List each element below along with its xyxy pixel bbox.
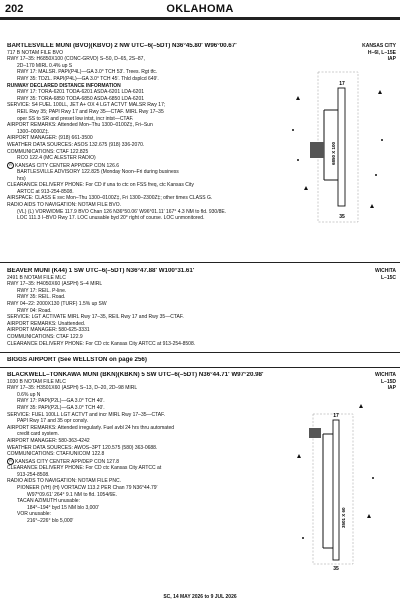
airport-entry-beaver xyxy=(7,268,277,347)
sectional-line: IAP xyxy=(387,385,396,391)
entry-line: AIRPORT MANAGER: (918) 661-3500 xyxy=(7,135,93,142)
entry-line: SERVICE: FUEL 100LL LGT ACTVT and incr MIRL Rwy 17–35—CTAF. xyxy=(7,411,166,418)
entry-line: 1300–0000Z‡. xyxy=(17,128,50,135)
entry-line: SERVICE: S4 FUEL 100LL, JET A+ OX 4 LGT ACTVT MALSR Rwy 17; xyxy=(7,102,166,109)
entry-line: PIONEER (VH) (H) VORTACW 113.2 PER Chan 79 N36°44.79′ xyxy=(17,484,158,491)
entry-line: 184°–194° byd 15 NM blo 3,000′ xyxy=(27,504,99,511)
airport-name: BIGGS AIRPORT (See WELLSTON on page 256) xyxy=(7,357,147,363)
runway-17-35 xyxy=(333,420,339,560)
entry-line: REIL Rwy 35; PAPI Rwy 17 and Rwy 35—CTAF. MIRL Rwy 17–35 xyxy=(17,108,164,115)
entry-line: WEATHER DATA SOURCES: AWOS–3PT 120.575 (580) 363-0688. xyxy=(7,444,158,451)
divider xyxy=(0,367,400,368)
sectional-info-blackwell xyxy=(336,372,396,392)
entry-line: RWY 17–35: H6850X100 (CONC-GRVD) S–50, D–65, 2S–87, xyxy=(7,56,145,63)
entry-line: 0.6% up N xyxy=(17,391,41,398)
entry-line: RWY 35: REIL. Road. xyxy=(17,294,66,301)
divider xyxy=(0,262,400,263)
entry-line: COMMUNICATIONS: CTAF 122.9 xyxy=(7,333,83,340)
page-number: 202 xyxy=(5,3,24,15)
entry-line: BARTLESVILLE ADVISORY 122.825 (Monday Noon–Fri during business xyxy=(17,169,179,176)
entry-line: AIRPORT MANAGER: 580-363-4242 xyxy=(7,437,90,444)
entry-line: KANSAS CITY CENTER APP/DEP CON 126.6 xyxy=(15,162,120,169)
entry-line: 913-254-8508. xyxy=(17,471,50,478)
sectional-line: H–6I, L–15E xyxy=(367,49,396,56)
entry-line: RWY 35: TORA-6850 TODA-6850 ASDA-6850 LDA-6201 xyxy=(17,95,145,102)
runway-end-label-17: 17 xyxy=(339,81,345,87)
sectional-line: IAP xyxy=(387,56,396,62)
entry-line: RUNWAY DECLARED DISTANCE INFORMATION xyxy=(7,82,121,89)
entry-line: SERVICE: LGT ACTIVATE MIRL Rwy 17–35, REIL Rwy 17 and Rwy 35—CTAF. xyxy=(7,314,184,321)
radar-circle-icon: R xyxy=(7,458,14,465)
entry-line: 216°–226° blo 5,000′ xyxy=(27,517,74,524)
entry-line: RADIO AIDS TO NAVIGATION: NOTAM FILE PNC. xyxy=(7,478,121,485)
entry-line: KANSAS CITY CENTER APP/DEP CON 127.8 xyxy=(15,458,120,465)
entry-line: AIRPORT REMARKS: Unattended. xyxy=(7,320,86,327)
entry-line: VOR unusable: xyxy=(17,511,51,518)
runway-17-35 xyxy=(338,88,345,206)
entry-line: COMMUNICATIONS: CTAF 122.825 xyxy=(7,148,89,155)
entry-line: CLEARANCE DELIVERY PHONE: For CD ctc Kansas City ARTCC at 913-254-8508. xyxy=(7,340,196,347)
sectional-line: L–15C xyxy=(380,274,396,281)
entry-line: WEATHER DATA SOURCES: ASOS 132.675 (918) 336-2070. xyxy=(7,141,145,148)
entry-line: RADIO AIDS TO NAVIGATION: NOTAM FILE BVO. xyxy=(7,202,122,209)
sectional-line: WICHITA xyxy=(374,372,396,378)
entry-line: AIRPORT REMARKS: Attended Mon–Thu 1300–0100Z‡, Fri–Sun xyxy=(7,122,153,129)
runway-end-label-35: 35 xyxy=(333,566,339,572)
divider xyxy=(0,352,400,353)
entry-line: COMMUNICATIONS: CTAF/UNICOM 122.8 xyxy=(7,451,105,458)
entry-line: W97°09.61′ 264° 9.1 NM to fld. 1054/6E. xyxy=(27,491,117,498)
sectional-line: L–15D xyxy=(380,378,396,385)
entry-line: RWY 17–35: H3501X60 (ASPH) S–13, D–20, 2D–98 MIRL xyxy=(7,385,138,392)
sectional-line: KANSAS CITY xyxy=(362,43,396,49)
entry-line: 1030 B NOTAM FILE MLC xyxy=(7,378,66,385)
entry-line: CLEARANCE DELIVERY PHONE: For CD ctc Kansas City ARTCC at xyxy=(7,465,162,472)
airport-entry-biggs xyxy=(7,357,277,364)
entry-line: RWY 04–22: 2000X130 (TURF) 1.5% up SW xyxy=(7,300,107,307)
airport-entry-blackwell-tonkawa xyxy=(7,372,277,524)
runway-end-label-17: 17 xyxy=(333,413,339,419)
entry-line: 2491 B NOTAM FILE MLC xyxy=(7,274,66,281)
entry-line: CLEARANCE DELIVERY PHONE: For CD if una to ctc on FSS freq, ctc Kansas City xyxy=(7,182,194,189)
entry-line: 717 B NOTAM FILE BVO xyxy=(7,49,64,56)
airport-diagram-blackwell xyxy=(283,398,395,578)
runway-dimension-label: 6850 X 100 xyxy=(331,141,336,165)
page-footer: SC, 14 MAY 2026 to 9 JUL 2026 xyxy=(163,594,237,600)
entry-line: RWY 04: Road. xyxy=(17,307,52,314)
entry-line: hrs) xyxy=(17,175,26,182)
sectional-line: WICHITA xyxy=(374,268,396,274)
radar-circle-icon: R xyxy=(7,162,14,169)
airport-name: BEAVER MUNI (K44) 1 SW UTC–6(–5DT) N36°47.88′ W100°31.61′ xyxy=(7,268,195,274)
entry-line: credit card system. xyxy=(17,431,59,438)
entry-line: PAPI Rwy 17 and 35 opr consly. xyxy=(17,418,88,425)
entry-line: RWY 17–35: H4050X60 (ASPH) S–4 MIRL xyxy=(7,281,103,288)
airport-name: BARTLESVILLE MUNI (BVO)(KBVO) 2 NW UTC–6(–5DT) N36°45.80′ W96°00.67′ xyxy=(7,43,237,49)
sectional-info-beaver xyxy=(336,268,396,281)
runway-dimension-label: 3501 X 60 xyxy=(341,507,346,528)
entry-line: LOC 111.3 I–BVO Rwy 17. LOC unusable byd 20° right of course. LOC unmonitored. xyxy=(17,215,205,222)
entry-line: (VL) (L) VORW/DME 117.9 BVO Chan 126 N36°50.06′ W96°01.11′ 167° 4.3 NM to fld. 930/8E. xyxy=(17,208,227,215)
entry-line: AIRPORT MANAGER: 580-625-3331 xyxy=(7,327,90,334)
entry-line: RCO 122.4 (MC ALESTER RADIO) xyxy=(17,155,96,162)
entry-line: AIRSPACE: CLASS E svc Mon–Thu 1300–0100Z‡, Fri 1300–2300Z‡; other times CLASS G. xyxy=(7,195,213,202)
entry-line: 2D–170 MIRL 0.4% up S xyxy=(17,62,73,69)
entry-line: RWY 17: PAPI(P2L)—GA 3.0° TCH 40′. xyxy=(17,398,105,405)
airport-diagram-bartlesville xyxy=(278,70,396,228)
obstruction-icons xyxy=(292,90,383,208)
sectional-info-bartlesville xyxy=(336,43,396,63)
airport-entry-bartlesville xyxy=(7,43,277,222)
entry-line: RWY 17: REIL. P-line. xyxy=(17,287,67,294)
entry-line: ARTCC at 913-254-8508. xyxy=(17,188,74,195)
airport-name: BLACKWELL–TONKAWA MUNI (BKN)(KBKN) 5 SW UTC–6(–5DT) N36°44.71′ W97°20.98′ xyxy=(7,372,264,378)
state-title: OKLAHOMA xyxy=(166,3,234,15)
entry-line: RWY 35: PAPI(P2L)—GA 3.0° TCH 40′. xyxy=(17,404,105,411)
runway-end-label-35: 35 xyxy=(339,214,345,220)
entry-line: AIRPORT REMARKS: Attended irregularly. Fuel avbl 24 hrs thru automated xyxy=(7,424,175,431)
header-rule xyxy=(0,17,400,20)
entry-line: TACAN AZIMUTH unusable: xyxy=(17,498,80,505)
entry-line: RWY 35: TDZL. PAPI(P4L)—GA 3.0° TCH 45′. Thld dsplcd 649′. xyxy=(17,75,159,82)
entry-line: RWY 17: TORA-6201 TODA-6201 ASDA-6201 LDA-6201 xyxy=(17,89,145,96)
ramp-area xyxy=(309,428,321,438)
ramp-area xyxy=(310,142,324,158)
entry-line: RWY 17: MALSR. PAPI(P4L)—GA 3.0° TCH 53′. Trees. Rgt tfc. xyxy=(17,69,158,76)
entry-line: oper SS to SR and preset low intst, incr intst—CTAF. xyxy=(17,115,134,122)
